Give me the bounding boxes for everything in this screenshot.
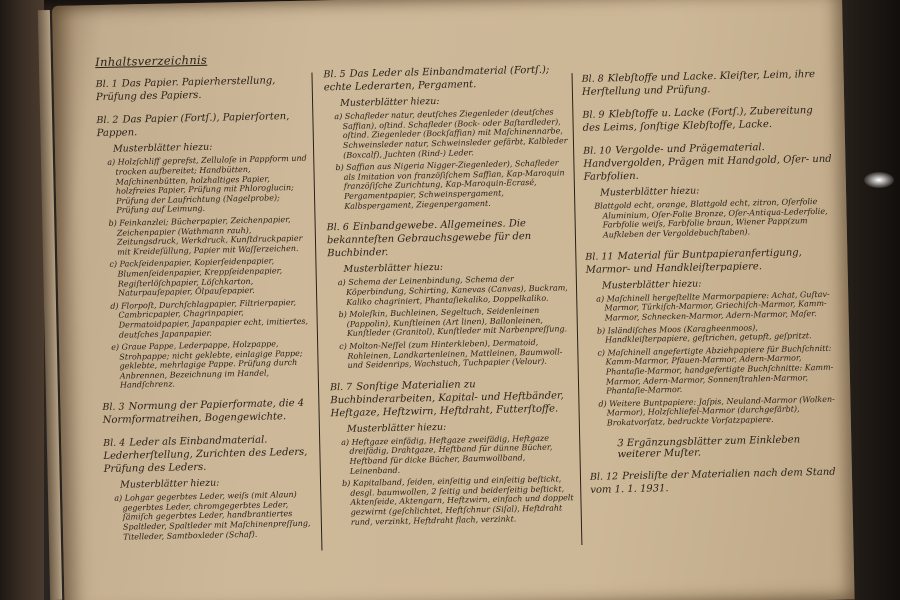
sample-list-item: a) Schafleder natur, deutſches Ziegenleder (deutſches Saffian), oſtind. Schafleder (Bock- oder Baſtardleder), oſtind. Ziegenleder (Bockſaffian) mit Maſchinennarbe, Schweinsleder natur, Schweinsleder gefärbt, Kalbleder (Boxcalf), Juchten (Rind-) Leder. [334,107,568,160]
sample-list-item: a) Heftgaze einfädig, Heftgaze zweifädig, Heftgaze dreifädig, Drahtgaze, Heftband für dünne Bücher, Heftband für dicke Bücher, Baumwollband, Leinenband. [341,433,553,476]
section-heading [327,216,573,260]
toc-section [96,74,308,104]
sheet-number: Bl. 4 [103,437,126,450]
sample-sheets-label: Musterblätter hiezu: [346,421,447,435]
sample-list-item: b) Isländiſches Moos (Karagheenmoos), Handkleiſterpapiere, geſtrichen, getupft, geſpritzt. [596,322,812,345]
sheet-number: Bl. 1 [95,78,118,91]
section-heading [582,104,832,135]
sample-list-item: c) Maſchinell angefertigte Abziehpapiere für Buchſchnitt: Kamm-Marmor, Pfauen-Marmor, Adern-Marmor, Phantaſie-Marmor, handgefertigte Buchſchnitte: Kamm-Marmor, Adern-Marmor, Sonnenſtrahlen-Marmor, Phantaſie-Marmor. [597,343,834,396]
sheet-number: Bl. 6 [326,221,349,234]
toc-section [582,104,832,135]
toc-section [582,68,832,99]
section-heading [103,433,316,476]
toc-section [585,245,839,428]
section-title: Material für Buntpapieranfertigung, Marmor- und Handkleiſterpapiere. [585,246,802,276]
toc-section [96,110,314,391]
section-title: Das Papier. Papierherstellung, Prüfung des Papiers. [95,75,276,104]
section-title: Preisliſte der Materialien nach dem Stand vom 1. 1. 1931. [590,466,836,496]
document-title: Inhaltsverzeichnis [95,52,208,70]
document-page [52,0,855,600]
section-title: Normung der Papierformate, die 4 Normformatreihen, Bogengewichte. [102,397,305,427]
toc-column-3 [582,68,841,507]
toc-section [590,466,840,497]
light-reflection [864,172,894,188]
section-heading [102,397,314,427]
sheet-number: Bl. 3 [102,401,125,414]
sample-list-item: b) Moleſkin, Buchleinen, Segeltuch, Seidenleinen (Pappolin), Kunſtleinen (Art linen), Ballonleinen, Kunſtleder (Granitol), Kunſtleder mit Narbenpreſſung. [338,305,568,339]
section-heading [590,466,840,497]
section-heading [585,245,835,276]
toc-column-2 [323,63,578,537]
sample-list-item: c) Packſeidenpapier, Kopierſeidenpapier, Blumenſeidenpapier, Kreppſeidenpapier, Regiſterlöſchpapier, Löſchkarton, Naturpauſepapier, Ölpauſepapier. [109,256,283,298]
toc-section [589,433,839,461]
sample-sheets-label: Musterblätter hiezu: [112,141,213,155]
section-heading [323,63,568,94]
toc-section [330,376,578,528]
toc-section [102,397,314,427]
sample-sheets-label: Musterblätter hiezu: [343,262,444,276]
section-title: Klebſtoffe und Lacke. Kleiſter, Leim, ihre Herſtellung und Prüfung. [581,69,816,98]
section-title: Das Papier (Fortſ.), Papierſorten, Pappen. [96,111,290,140]
section-title: Das Leder als Einbandmaterial (Fortſ.); echte Lederarten, Pergament. [323,64,550,94]
section-heading [330,376,576,420]
sample-list-item: b) Saffian aus Nigeria Nigger-Ziegenleder), Schafleder als Imitation von franzöſiſchem Saffian, Kap-Maroquin franzöſiſche Zurichtung, Kap-Maroquin-Ecrasé, Pergamentpapier, Schweinspergament, Kalbspergament, Ziegenpergament. [335,158,565,211]
section-heading [582,68,832,99]
sheet-number: Bl. 2 [96,114,119,127]
section-title: Vergolde- und Prägematerial. Handvergolden, Prägen mit Handgold, Oſer- und Farbfolien. [583,142,832,183]
sheet-number: Bl. 7 [329,381,353,393]
bookshelf-left [0,0,44,600]
section-title: Leder als Einbandmaterial. Lederherſtellung, Zurichten des Leders, Prüfung des Leders. [103,434,308,476]
sheet-number: Bl. 9 [582,109,605,121]
toc-section [583,140,835,241]
section-heading [96,74,308,104]
toc-section [103,433,317,543]
sample-list-item: a) Holzſchliff geprefst, Zelluloſe in Pappform und trocken aufbereitet; Handbütten, Maſchinenbütten, holzhaltiges Papier, holzfreies Papier, Prüfung mit Phloroglucin; Prüfung der Laufrichtung (Nagelprobe); Prüfung auf Leimung. [107,154,307,216]
sample-list-item: Blattgold echt, orange, Blattgold echt, zitron, Oſerfolie Aluminium, Oſer-Folie Bronze, Oſer-Antiqua-Lederfolie, Farbfolie weiſs, Farbfolie braun, Wiener Papp(zum Aufkleben der Vergoldebuchſtaben). [594,197,828,240]
sample-sheets-label: Musterblätter hiezu: [119,477,220,491]
section-title: Klebſtoffe u. Lacke (Fortſ.), Zubereitung des Leims, ſonſtige Klebſtoffe, Lacke. [582,105,813,134]
sample-list-item: b) Feinkanzlei; Bücherpapier, Zeichenpapier, Zeichenpapier (Wathmann rauh), Zeitungsdruck, Werkdruck, Kunſtdruckpapier mit Kreideſüllung, Papier mit Waſſerzeichen. [108,215,303,257]
sheet-number: Bl. 5 [323,68,346,81]
sample-list-item: a) Maſchinell hergeſtellte Marmorpapiere: Achat, Guſtav-Marmor, Türkiſch-Marmor, Griechiſch-Marmor, Kamm-Marmor, Schnecken-Marmor, Adern-Marmor, Maſer. [596,289,830,323]
toc-column-1 [95,53,317,553]
toc-section [327,216,575,371]
sample-list-item: d) Weitere Buntpapiere: Jaſpis, Neuland-Marmor (Wolken-Marmor), Holzſchliefel-Marmor (durchgefärbt), Brokatvorſatz, bedruckte Vorſatzpapiere. [598,394,835,428]
sample-sheets-label: Musterblätter hiezu: [599,185,700,199]
sheet-number: Bl. 10 [583,145,612,157]
sheet-number: Bl. 8 [581,73,604,85]
section-heading [96,110,308,140]
section-heading [583,140,834,184]
sample-list-item: b) Kapitalband, ſeiden, einſeitig und einſeitig beſtickt, desgl. baumwollen, 2 ſeitig und beiderſeitig beſtickt, Aktenſeide, Aktengarn, Heftzwirn, einfach und doppelt gezwirnt (geſchlichtet, Heftſchnur (Siſal), Heftdraht rund, verzinkt, Heftdraht flach, verzinkt. [341,474,574,527]
sample-list-item: c) Molton-Neſſel (zum Hinterkleben), Dermatoid, Rohleinen, Landkartenleinen, Mattleinen, Baumwoll- und Seidenrips, Wachstuch, Tuchpapier (Velour). [339,337,563,370]
sample-sheets-label: Musterblätter hiezu: [601,278,702,292]
extra-note: 3 Ergänzungsblätter zum Einkleben weiterer Muſter. [617,433,801,460]
sample-list-item: a) Lohgar gegerbtes Leder, weiſs (mit Alaun) gegerbtes Leder, chromgegerbtes Leder, ſämiſch gegerbtes Leder, handbrantiertes Spaltleder, Spaltleder mit Maſchinenpreſſung, Titelleder, Samtboxleder (Schaf). [114,490,311,542]
sheet-number: Bl. 11 [585,250,614,263]
sample-list-item: a) Schema der Leinenbindung, Schema der Köperbindung, Schirting, Kanevas (Canvas), Buckram, Kaliko chagriniert, Phantaſiekaliko, Doppelkaliko. [337,274,568,307]
sample-list-item: d) Florpoſt, Durchſchlagpapier, Filtrierpapier, Cambricpapier, Chagrinpapier, Dermatoidpapier, Japanpapier echt, imitiertes, deutſches Japanpapier. [110,297,309,340]
sample-list-item: e) Graue Pappe, Lederpappe, Holzpappe, Strohpappe; nicht geklebte, einlagige Pappe; geklebte, mehrlagige Pappe. Prüfung durch Anbrennen, Bezeichnung im Handel, Handſchrenz. [111,339,303,391]
sample-sheets-label: Musterblätter hiezu: [339,95,440,109]
sheet-number: Bl. 12 [589,471,619,483]
toc-section [323,63,571,211]
section-title: Sonſtige Materialien zu Buchbinderarbeiten, Kapital- und Heftbänder, Heftgaze, Heftzwirn, Heftdraht, Futterſtoffe. [330,378,564,419]
section-title: Einbandgewebe. Allgemeines. Die bekannteſten Gebrauchsgewebe für den Buchbinder. [326,218,532,260]
